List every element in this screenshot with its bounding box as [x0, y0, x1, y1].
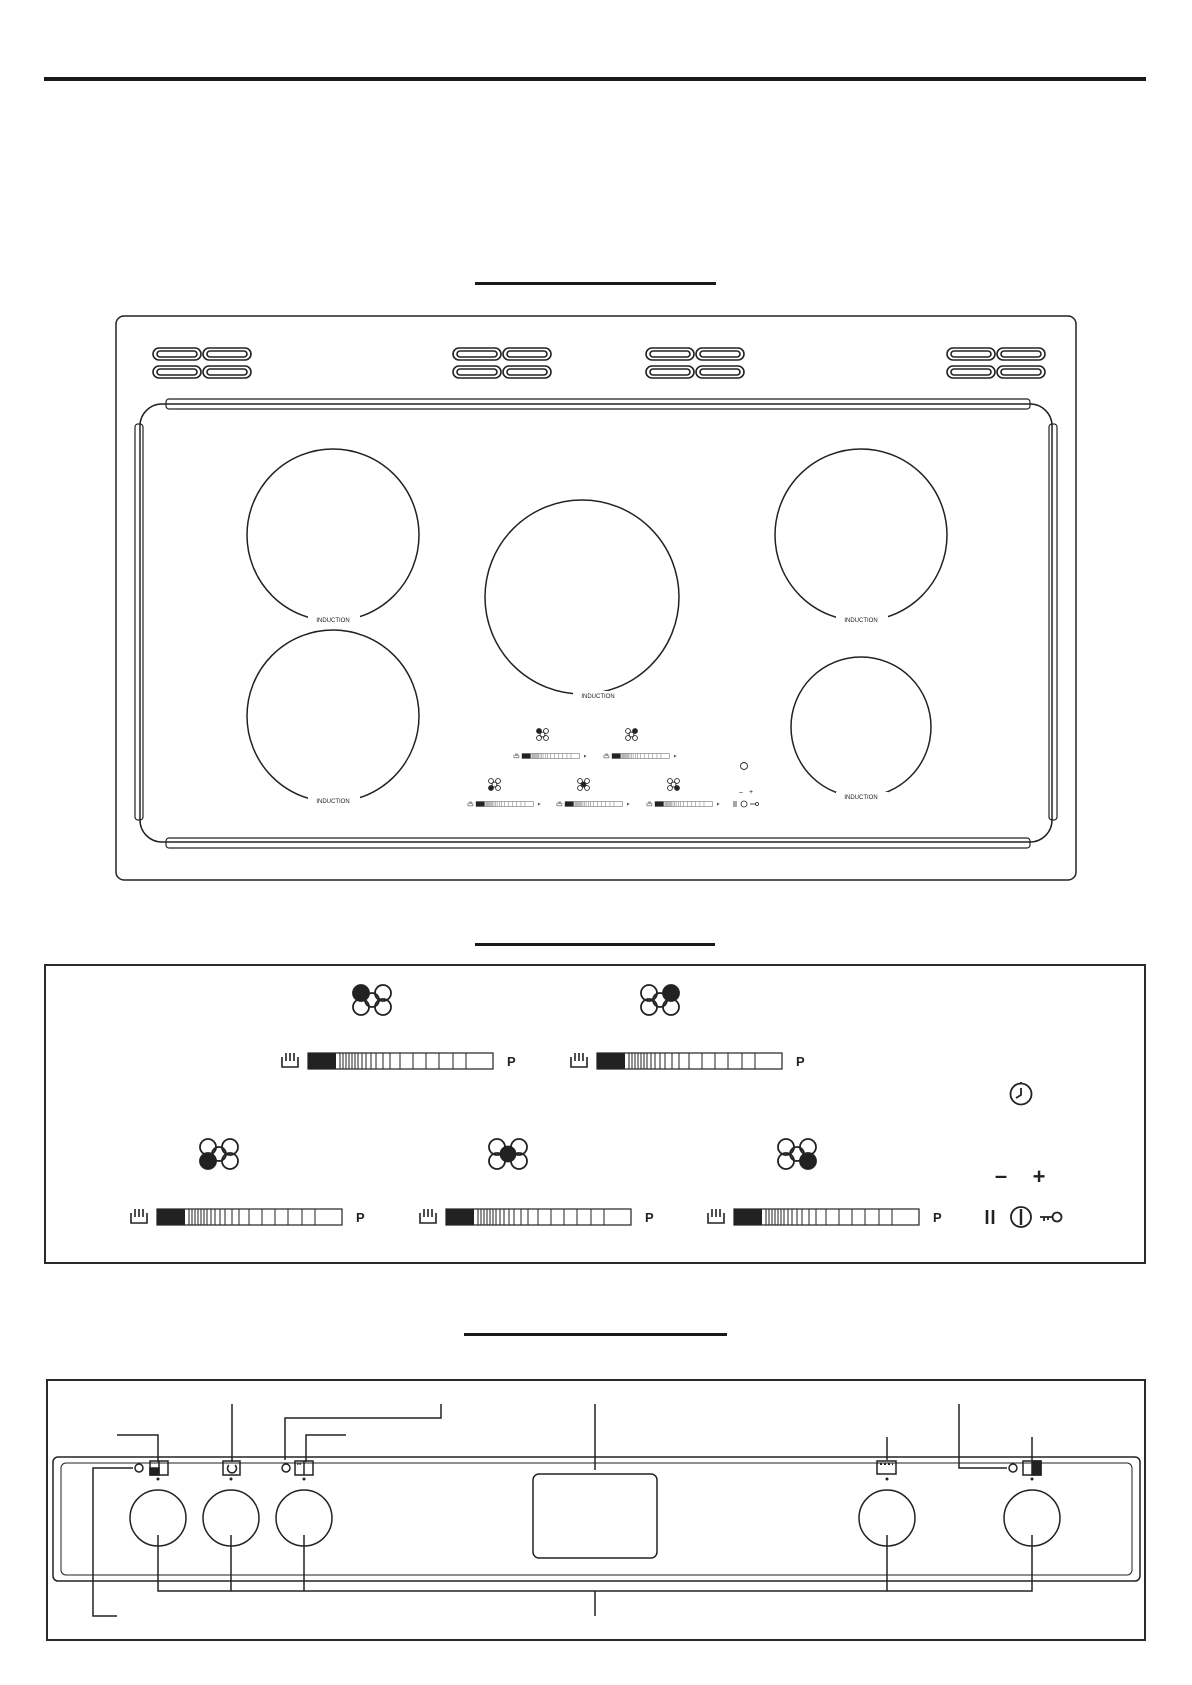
slider-end-label: P — [933, 1210, 942, 1225]
indicator-light-icon — [282, 1464, 290, 1472]
slider-end-label: P — [673, 753, 677, 759]
indicator-light-icon — [135, 1464, 143, 1472]
minus-button[interactable]: – — [994, 1163, 1008, 1188]
slider-end-label: P — [507, 1054, 516, 1069]
induction-label: INDUCTION — [316, 799, 350, 805]
slider-end-label: P — [583, 753, 587, 759]
slider-end-label: P — [796, 1054, 805, 1069]
slider-end-label: P — [626, 801, 630, 807]
indicator-light-icon — [1009, 1464, 1017, 1472]
display-window — [533, 1474, 657, 1558]
slider-end-label: P — [645, 1210, 654, 1225]
slider-end-label: P — [356, 1210, 365, 1225]
mini-minus-label: – — [739, 789, 743, 796]
induction-label: INDUCTION — [316, 618, 350, 624]
induction-label: INDUCTION — [581, 694, 615, 700]
induction-label: INDUCTION — [844, 795, 878, 801]
mini-plus-label: + — [749, 789, 754, 796]
induction-label: INDUCTION — [844, 618, 878, 624]
slider-end-label: P — [716, 801, 720, 807]
slider-end-label: P — [537, 801, 541, 807]
plus-button[interactable]: + — [1032, 1164, 1046, 1189]
